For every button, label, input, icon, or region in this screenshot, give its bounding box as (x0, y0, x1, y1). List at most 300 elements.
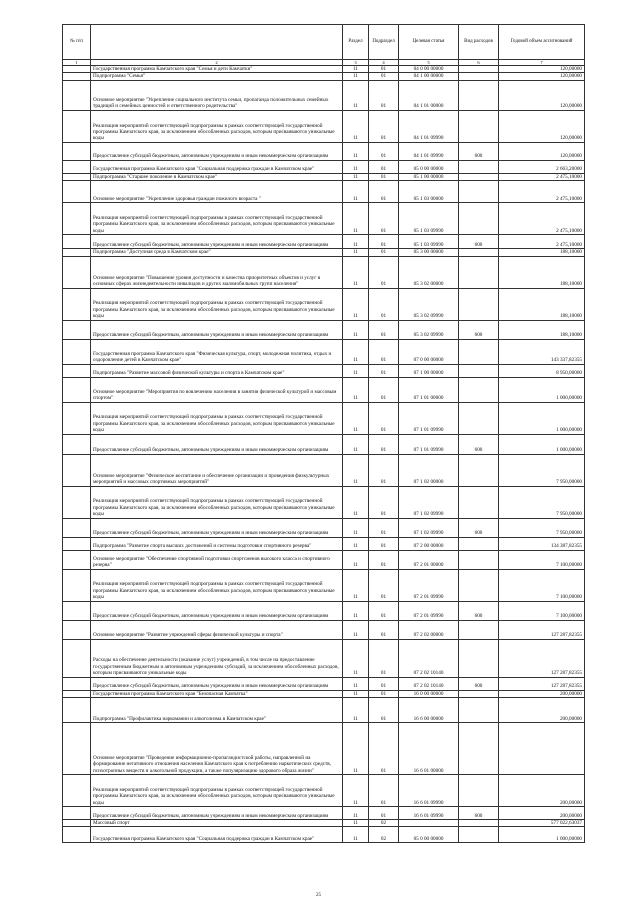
row-name-cell: Подпрограмма "Профилактика наркомании и алкоголизма в Камчатском крае" (91, 698, 343, 723)
row-expense-cell (459, 377, 499, 402)
row-subsection-cell: 01 (369, 142, 399, 160)
row-expense-cell: 600 (459, 601, 499, 620)
row-num-cell (63, 256, 91, 288)
row-section-cell: 11 (343, 569, 369, 601)
row-expense-cell (459, 550, 499, 569)
row-target-cell: 05 0 00 00000 (399, 827, 459, 843)
row-section-cell: 11 (343, 601, 369, 620)
row-target-cell: 16 6 00 00000 (399, 698, 459, 723)
row-section-cell: 11 (343, 181, 369, 203)
header-name (91, 25, 343, 60)
row-section-cell: 11 (343, 402, 369, 434)
row-subsection-cell: 01 (369, 249, 399, 256)
row-amount-cell: 200,00000 (499, 807, 585, 820)
row-amount-cell: 2 475,10000 (499, 173, 585, 180)
row-target-cell: 04 1 01 09990 (399, 142, 459, 160)
row-name-cell: Подпрограмма "Старшее поколение в Камчатском крае" (91, 173, 343, 180)
row-section-cell: 11 (343, 173, 369, 180)
row-num-cell (63, 110, 91, 142)
row-name-cell: Государственная программа Камчатского края "Физическая культура, спорт, молодежная политика, отдых и оздоровление детей в Камчатском крае" (91, 339, 343, 364)
row-expense-cell (459, 249, 499, 256)
header-expense: Вид расходов (459, 25, 499, 60)
row-name-cell: Государственная программа Камчатского края "Социальная поддержка граждан в Камчатском крае" (91, 827, 343, 843)
row-expense-cell (459, 827, 499, 843)
row-expense-cell (459, 454, 499, 486)
row-name-cell: Реализация мероприятий соответствующей подпрограммы в рамках соответствующей государственной программы Камчатского края, за исключением обособленных расходов, которым присваиваются уникальные коды (91, 110, 343, 142)
header-amount: Годовой объем ассигнований (499, 25, 585, 60)
row-expense-cell: 600 (459, 807, 499, 820)
row-expense-cell (459, 537, 499, 550)
row-target-cell: 07 2 01 09990 (399, 601, 459, 620)
row-subsection-cell: 01 (369, 486, 399, 518)
row-section-cell: 11 (343, 160, 369, 173)
row-name-cell: Реализация мероприятий соответствующей подпрограммы в рамках соответствующей государственной программы Камчатского края, за исключением обособленных расходов, которым присваиваются уникальные коды (91, 569, 343, 601)
row-section-cell: 11 (343, 249, 369, 256)
row-target-cell: 16 6 01 09990 (399, 807, 459, 820)
row-subsection-cell: 01 (369, 80, 399, 110)
row-name-cell: Предоставление субсидий бюджетным, автономным учреждениям и иным некоммерческим организациям (91, 235, 343, 249)
table-row (63, 677, 585, 690)
table-row (63, 486, 585, 518)
row-num-cell (63, 434, 91, 454)
row-expense-cell (459, 80, 499, 110)
table-row (63, 110, 585, 142)
row-target-cell: 04 1 00 00000 (399, 73, 459, 80)
row-amount-cell: 120,00000 (499, 142, 585, 160)
row-amount-cell: 188,10000 (499, 320, 585, 339)
row-name-cell: Реализация мероприятий соответствующей подпрограммы в рамках соответствующей государственной программы Камчатского края, за исключением обособленных расходов, которым присваиваются уникальные коды (91, 775, 343, 807)
row-section-cell: 11 (343, 288, 369, 320)
colnum-7: 7 (499, 60, 585, 66)
row-name-cell: Подпрограмма "Семья" (91, 73, 343, 80)
row-subsection-cell: 01 (369, 110, 399, 142)
table-row (63, 639, 585, 677)
row-subsection-cell: 01 (369, 723, 399, 775)
row-subsection-cell: 01 (369, 677, 399, 690)
row-expense-cell (459, 402, 499, 434)
colnum-4: 4 (369, 60, 399, 66)
row-expense-cell (459, 181, 499, 203)
row-section-cell: 11 (343, 537, 369, 550)
row-target-cell: 07 2 02 00000 (399, 620, 459, 639)
row-amount-cell: 120,00000 (499, 73, 585, 80)
row-amount-cell: 188,10000 (499, 249, 585, 256)
row-num-cell (63, 690, 91, 697)
row-name-cell: Основное мероприятие "Обеспечение спортивной подготовки спортсменов высокого класса и спортивного резерва" (91, 550, 343, 569)
row-name-cell: Предоставление субсидий бюджетным, автономным учреждениям и иным некоммерческим организациям (91, 434, 343, 454)
row-amount-cell: 1 000,00000 (499, 434, 585, 454)
row-name-cell: Подпрограмма "Развитие массовой физической культуры и спорта в Камчатском крае" (91, 364, 343, 377)
row-target-cell: 05 1 00 00000 (399, 173, 459, 180)
row-expense-cell (459, 723, 499, 775)
row-name-cell: Основное мероприятие "Укрепление социального института семьи, пропаганда положительных семейных традиций и семейных ценностей и ответственного родительства" (91, 80, 343, 110)
row-section-cell: 11 (343, 518, 369, 537)
row-expense-cell: 600 (459, 320, 499, 339)
table-row (63, 249, 585, 256)
row-expense-cell (459, 256, 499, 288)
row-subsection-cell: 01 (369, 550, 399, 569)
row-num-cell (63, 66, 91, 73)
row-amount-cell: 120,00000 (499, 110, 585, 142)
table-row (63, 339, 585, 364)
row-subsection-cell: 01 (369, 698, 399, 723)
row-expense-cell: 600 (459, 235, 499, 249)
row-num-cell (63, 235, 91, 249)
table-row (63, 434, 585, 454)
row-target-cell (399, 820, 459, 827)
row-num-cell (63, 698, 91, 723)
row-amount-cell: 134 387,82355 (499, 537, 585, 550)
row-expense-cell (459, 203, 499, 235)
table-row (63, 601, 585, 620)
row-subsection-cell: 01 (369, 320, 399, 339)
table-row (63, 698, 585, 723)
row-subsection-cell: 01 (369, 339, 399, 364)
table-header-row (63, 25, 585, 60)
row-name-cell: Государственная программа Камчатского края "Безопасная Камчатка" (91, 690, 343, 697)
page-number: 25 (316, 893, 321, 898)
row-name-cell: Предоставление субсидий бюджетным, автономным учреждениям и иным некоммерческим организациям (91, 677, 343, 690)
row-target-cell: 07 1 01 09990 (399, 434, 459, 454)
row-num-cell (63, 639, 91, 677)
row-name-cell: Предоставление субсидий бюджетным, автономным учреждениям и иным некоммерческим организациям (91, 518, 343, 537)
row-subsection-cell: 02 (369, 827, 399, 843)
row-target-cell: 16 6 01 00000 (399, 723, 459, 775)
row-num-cell (63, 550, 91, 569)
row-name-cell: Предоставление субсидий бюджетным, автономным учреждениям и иным некоммерческим организациям (91, 807, 343, 820)
row-subsection-cell: 01 (369, 434, 399, 454)
row-target-cell: 05 1 03 09990 (399, 203, 459, 235)
row-target-cell: 04 1 01 00000 (399, 80, 459, 110)
row-num-cell (63, 339, 91, 364)
row-section-cell: 11 (343, 377, 369, 402)
table-row (63, 66, 585, 73)
row-name-cell: Государственная программа Камчатского края "Социальная поддержка граждан в Камчатском крае" (91, 160, 343, 173)
row-name-cell: Массовый спорт (91, 820, 343, 827)
row-expense-cell (459, 486, 499, 518)
row-amount-cell: 8 950,00000 (499, 364, 585, 377)
header-subsection: Подраздел (369, 25, 399, 60)
table-row (63, 569, 585, 601)
row-amount-cell: 120,00000 (499, 80, 585, 110)
table-row (63, 203, 585, 235)
row-section-cell: 11 (343, 110, 369, 142)
row-name-cell: Основное мероприятие "Физическое воспитание и обеспечение организации и проведения физкультурных мероприятий и массовых спортивных мероприятий" (91, 454, 343, 486)
row-amount-cell: 577 022,63037 (499, 820, 585, 827)
row-num-cell (63, 827, 91, 843)
row-num-cell (63, 80, 91, 110)
row-amount-cell: 200,00000 (499, 690, 585, 697)
row-num-cell (63, 620, 91, 639)
row-target-cell: 05 1 03 00000 (399, 181, 459, 203)
budget-table (62, 24, 585, 843)
row-target-cell: 07 2 01 09990 (399, 569, 459, 601)
row-name-cell: Предоставление субсидий бюджетным, автономным учреждениям и иным некоммерческим организациям (91, 320, 343, 339)
table-row (63, 73, 585, 80)
row-subsection-cell: 01 (369, 402, 399, 434)
row-amount-cell: 200,00000 (499, 775, 585, 807)
row-target-cell: 04 0 00 00000 (399, 66, 459, 73)
table-row (63, 807, 585, 820)
row-target-cell: 07 2 00 00000 (399, 537, 459, 550)
row-amount-cell: 1 000,00000 (499, 827, 585, 843)
row-section-cell: 11 (343, 364, 369, 377)
row-subsection-cell: 01 (369, 377, 399, 402)
row-expense-cell: 600 (459, 434, 499, 454)
row-num-cell (63, 454, 91, 486)
header-target: Целевая статья (399, 25, 459, 60)
row-amount-cell: 143 337,82355 (499, 339, 585, 364)
table-row (63, 235, 585, 249)
row-subsection-cell: 01 (369, 454, 399, 486)
row-num-cell (63, 486, 91, 518)
row-amount-cell: 2 475,10000 (499, 203, 585, 235)
row-amount-cell: 127 287,82355 (499, 620, 585, 639)
row-subsection-cell: 01 (369, 160, 399, 173)
row-target-cell: 07 1 01 00000 (399, 377, 459, 402)
row-amount-cell: 188,10000 (499, 256, 585, 288)
colnum-5: 5 (399, 60, 459, 66)
row-num-cell (63, 677, 91, 690)
table-row (63, 402, 585, 434)
row-amount-cell: 1 000,00000 (499, 377, 585, 402)
row-subsection-cell: 01 (369, 235, 399, 249)
row-target-cell: 07 2 01 00000 (399, 550, 459, 569)
row-section-cell: 11 (343, 454, 369, 486)
row-name-cell: Реализация мероприятий соответствующей подпрограммы в рамках соответствующей государственной программы Камчатского края, за исключением обособленных расходов, которым присваиваются уникальные коды (91, 288, 343, 320)
row-num-cell (63, 181, 91, 203)
row-section-cell: 11 (343, 339, 369, 364)
row-target-cell: 07 2 02 10140 (399, 639, 459, 677)
row-subsection-cell: 01 (369, 364, 399, 377)
row-name-cell: Основное мероприятие "Повышение уровня доступности и качества приоритетных объектов и услуг в основных сферах жизнедеятельности инвалидов и других маломобильных групп населения" (91, 256, 343, 288)
table-row (63, 723, 585, 775)
row-amount-cell (499, 723, 585, 775)
row-amount-cell: 7 950,00000 (499, 486, 585, 518)
row-name-cell: Государственная программа Камчатского края "Семья и дети Камчатки" (91, 66, 343, 73)
row-num-cell (63, 364, 91, 377)
row-section-cell: 11 (343, 620, 369, 639)
row-target-cell: 16 0 00 00000 (399, 690, 459, 697)
header-section: Раздел (343, 25, 369, 60)
row-subsection-cell: 01 (369, 288, 399, 320)
row-num-cell (63, 203, 91, 235)
table-row (63, 690, 585, 697)
row-target-cell: 07 1 00 00000 (399, 364, 459, 377)
table-row (63, 364, 585, 377)
row-target-cell: 05 3 02 09990 (399, 320, 459, 339)
row-section-cell: 11 (343, 639, 369, 677)
row-section-cell: 11 (343, 775, 369, 807)
row-amount-cell: 2 475,10000 (499, 235, 585, 249)
row-subsection-cell: 01 (369, 181, 399, 203)
row-expense-cell (459, 339, 499, 364)
row-expense-cell: 600 (459, 677, 499, 690)
row-section-cell: 11 (343, 723, 369, 775)
row-expense-cell (459, 66, 499, 73)
row-num-cell (63, 537, 91, 550)
row-num-cell (63, 569, 91, 601)
row-target-cell: 07 2 02 10140 (399, 677, 459, 690)
row-num-cell (63, 518, 91, 537)
row-amount-cell: 7 950,00000 (499, 518, 585, 537)
row-expense-cell: 600 (459, 142, 499, 160)
table-row (63, 377, 585, 402)
table-row (63, 518, 585, 537)
row-amount-cell: 7 100,00000 (499, 569, 585, 601)
row-num-cell (63, 402, 91, 434)
row-num-cell (63, 807, 91, 820)
row-subsection-cell: 01 (369, 173, 399, 180)
row-expense-cell (459, 820, 499, 827)
row-expense-cell (459, 775, 499, 807)
row-section-cell: 11 (343, 142, 369, 160)
table-row (63, 537, 585, 550)
table-row (63, 550, 585, 569)
row-num-cell (63, 288, 91, 320)
table-row (63, 256, 585, 288)
header-num: № п/п (63, 25, 91, 60)
row-name-cell: Расходы на обеспечение деятельности (оказание услуг) учреждений, в том числе на предоставление государственным бюджетным и автономным учреждениям субсидий, за исключением обособленных расходов, которым присваиваются уникальные коды (91, 639, 343, 677)
row-section-cell: 11 (343, 320, 369, 339)
row-amount-cell: 127 287,82355 (499, 639, 585, 677)
row-section-cell: 11 (343, 807, 369, 820)
row-amount-cell: 188,10000 (499, 288, 585, 320)
row-amount-cell: 200,00000 (499, 698, 585, 723)
row-section-cell: 11 (343, 820, 369, 827)
row-name-cell: Основное мероприятие "Проведение информационно-пропагандистской работы, направленной на формирование негативного отношения населения Камчатского края к потреблению наркотических средств, психотропных веществ и алкогольной продукции, а также популяризацию здорового образа жизни" (91, 723, 343, 775)
row-section-cell: 11 (343, 486, 369, 518)
colnum-6: 6 (459, 60, 499, 66)
table-body (63, 66, 585, 843)
row-amount-cell: 1 000,00000 (499, 402, 585, 434)
row-num-cell (63, 775, 91, 807)
colnum-1: 1 (63, 60, 91, 66)
row-expense-cell (459, 288, 499, 320)
row-name-cell: Реализация мероприятий соответствующей подпрограммы в рамках соответствующей государственной программы Камчатского края, за исключением обособленных расходов, которым присваиваются уникальные коды (91, 486, 343, 518)
row-amount-cell: 120,00000 (499, 66, 585, 73)
row-num-cell (63, 377, 91, 402)
row-subsection-cell: 01 (369, 569, 399, 601)
row-target-cell: 05 3 02 00000 (399, 256, 459, 288)
row-subsection-cell: 01 (369, 66, 399, 73)
row-expense-cell (459, 73, 499, 80)
row-target-cell: 07 1 02 09990 (399, 518, 459, 537)
row-amount-cell: 127 287,82355 (499, 677, 585, 690)
row-amount-cell: 7 100,00000 (499, 550, 585, 569)
row-subsection-cell: 01 (369, 639, 399, 677)
row-name-cell: Подпрограмма "Доступная среда в Камчатском крае" (91, 249, 343, 256)
row-num-cell (63, 320, 91, 339)
row-name-cell: Основное мероприятие "Укрепление здоровья граждан пожилого возраста " (91, 181, 343, 203)
row-name-cell: Реализация мероприятий соответствующей подпрограммы в рамках соответствующей государственной программы Камчатского края, за исключением обособленных расходов, которым присваиваются уникальные коды (91, 203, 343, 235)
row-expense-cell (459, 569, 499, 601)
row-target-cell: 05 1 03 09990 (399, 235, 459, 249)
row-subsection-cell: 01 (369, 73, 399, 80)
row-num-cell (63, 160, 91, 173)
row-section-cell: 11 (343, 80, 369, 110)
row-subsection-cell: 01 (369, 537, 399, 550)
row-section-cell: 11 (343, 827, 369, 843)
row-subsection-cell: 02 (369, 820, 399, 827)
colnum-2: 2 (91, 60, 343, 66)
row-num-cell (63, 723, 91, 775)
row-subsection-cell: 01 (369, 690, 399, 697)
row-expense-cell (459, 620, 499, 639)
table-row (63, 454, 585, 486)
row-subsection-cell: 01 (369, 518, 399, 537)
table-row (63, 620, 585, 639)
row-amount-cell: 7 950,00000 (499, 454, 585, 486)
row-section-cell: 11 (343, 256, 369, 288)
row-section-cell: 11 (343, 434, 369, 454)
row-target-cell: 07 0 00 00000 (399, 339, 459, 364)
colnum-3: 3 (343, 60, 369, 66)
row-expense-cell (459, 690, 499, 697)
row-expense-cell (459, 698, 499, 723)
row-name-cell: Подпрограмма "Развитие спорта высших достижений и системы подготовки спортивного резерва" (91, 537, 343, 550)
row-target-cell: 07 1 02 00000 (399, 454, 459, 486)
table-row (63, 288, 585, 320)
row-section-cell: 11 (343, 73, 369, 80)
row-name-cell: Предоставление субсидий бюджетным, автономным учреждениям и иным некоммерческим организациям (91, 142, 343, 160)
table-row (63, 173, 585, 180)
row-num-cell (63, 249, 91, 256)
row-section-cell: 11 (343, 235, 369, 249)
row-name-cell: Основное мероприятие "Развитие учреждений сферы физической культуры и спорта" (91, 620, 343, 639)
table-row (63, 320, 585, 339)
row-target-cell: 05 3 00 00000 (399, 249, 459, 256)
row-expense-cell (459, 173, 499, 180)
row-section-cell: 11 (343, 66, 369, 73)
row-section-cell: 11 (343, 550, 369, 569)
row-expense-cell (459, 364, 499, 377)
row-section-cell: 11 (343, 698, 369, 723)
row-amount-cell: 7 100,00000 (499, 601, 585, 620)
row-num-cell (63, 142, 91, 160)
row-target-cell: 05 0 00 00000 (399, 160, 459, 173)
row-amount-cell: 2 663,20000 (499, 160, 585, 173)
row-num-cell (63, 73, 91, 80)
row-subsection-cell: 01 (369, 620, 399, 639)
row-name-cell: Реализация мероприятий соответствующей подпрограммы в рамках соответствующей государственной программы Камчатского края, за исключением обособленных расходов, которым присваиваются уникальные коды (91, 402, 343, 434)
table-row (63, 775, 585, 807)
row-name-cell: Основное мероприятие "Мероприятия по вовлечению населения в занятия физической культурой и массовым спортом" (91, 377, 343, 402)
row-expense-cell (459, 639, 499, 677)
table-row (63, 820, 585, 827)
row-section-cell: 11 (343, 690, 369, 697)
table-row (63, 181, 585, 203)
table-row (63, 142, 585, 160)
row-subsection-cell: 01 (369, 203, 399, 235)
row-target-cell: 07 1 02 09990 (399, 486, 459, 518)
row-amount-cell: 2 475,10000 (499, 181, 585, 203)
row-expense-cell: 600 (459, 518, 499, 537)
row-name-cell: Предоставление субсидий бюджетным, автономным учреждениям и иным некоммерческим организациям (91, 601, 343, 620)
row-subsection-cell: 01 (369, 256, 399, 288)
table-row (63, 80, 585, 110)
row-num-cell (63, 820, 91, 827)
row-section-cell: 11 (343, 677, 369, 690)
table-row (63, 160, 585, 173)
row-section-cell: 11 (343, 203, 369, 235)
row-num-cell (63, 601, 91, 620)
row-num-cell (63, 173, 91, 180)
row-expense-cell (459, 160, 499, 173)
row-target-cell: 04 1 01 09990 (399, 110, 459, 142)
row-target-cell: 05 3 02 09990 (399, 288, 459, 320)
row-subsection-cell: 01 (369, 601, 399, 620)
